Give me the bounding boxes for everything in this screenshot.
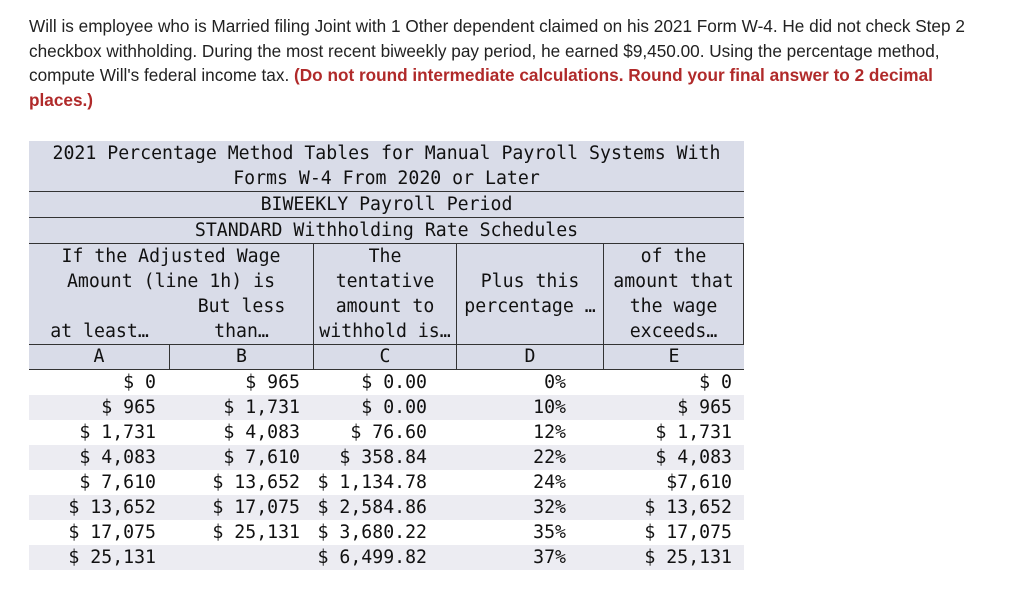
- cell-percentage: 24%: [533, 472, 566, 493]
- table-schedule: STANDARD Withholding Rate Schedules: [29, 217, 744, 243]
- cell-at-least: $ 25,131: [68, 547, 156, 568]
- cell-less-than: [170, 545, 314, 570]
- header-e: of the amount that the wage exceeds…: [604, 244, 744, 344]
- header-b: But less than…: [170, 294, 314, 344]
- table-row: [29, 520, 744, 545]
- cell-percentage: 12%: [533, 422, 566, 443]
- cell-tentative: $ 0.00: [361, 397, 427, 418]
- cell-tentative: $ 6,499.82: [317, 547, 427, 568]
- withholding-table: [29, 141, 744, 570]
- table-body: [29, 370, 744, 570]
- cell-tentative: $ 2,584.86: [317, 497, 427, 518]
- table-period: BIWEEKLY Payroll Period: [29, 191, 744, 217]
- letter-d: D: [457, 345, 604, 369]
- cell-exceeds: $ 965: [677, 397, 732, 418]
- cell-less-than: $ 965: [245, 372, 300, 393]
- cell-less-than: $ 1,731: [223, 397, 300, 418]
- rounding-instruction: (Do not round intermediate calculations. Round your final answer to 2 decimal places.): [29, 65, 933, 111]
- cell-percentage: 0%: [544, 372, 566, 393]
- cell-percentage: 10%: [533, 397, 566, 418]
- cell-less-than: $ 25,131: [212, 522, 300, 543]
- table-title-line1: 2021 Percentage Method Tables for Manual Payroll Systems With: [52, 143, 721, 164]
- header-d: Plus this percentage …: [457, 244, 604, 344]
- cell-less-than: $ 13,652: [212, 472, 300, 493]
- cell-percentage: 37%: [533, 547, 566, 568]
- letter-c: C: [314, 345, 457, 369]
- cell-at-least: $ 17,075: [68, 522, 156, 543]
- cell-tentative: $ 358.84: [339, 447, 427, 468]
- cell-exceeds: $ 17,075: [644, 522, 732, 543]
- header-c: The tentative amount to withhold is…: [314, 244, 457, 344]
- table-row: [29, 395, 744, 420]
- column-letters: [29, 344, 744, 370]
- cell-at-least: $ 0: [123, 372, 156, 393]
- cell-exceeds: $ 4,083: [655, 447, 732, 468]
- cell-less-than: $ 7,610: [223, 447, 300, 468]
- cell-less-than: $ 4,083: [223, 422, 300, 443]
- question-prompt: [29, 14, 999, 113]
- cell-tentative: $ 76.60: [350, 422, 427, 443]
- cell-at-least: $ 4,083: [79, 447, 156, 468]
- table-row: [29, 370, 744, 395]
- cell-percentage: 22%: [533, 447, 566, 468]
- cell-exceeds: $ 25,131: [644, 547, 732, 568]
- cell-percentage: 32%: [533, 497, 566, 518]
- cell-percentage: 35%: [533, 522, 566, 543]
- cell-tentative: $ 3,680.22: [317, 522, 427, 543]
- cell-at-least: $ 13,652: [68, 497, 156, 518]
- cell-at-least: $ 1,731: [79, 422, 156, 443]
- cell-tentative: $ 0.00: [361, 372, 427, 393]
- table-row: [29, 545, 744, 570]
- letter-a: A: [29, 345, 170, 369]
- header-a: at least…: [50, 321, 149, 342]
- table-row: [29, 420, 744, 445]
- cell-tentative: $ 1,134.78: [317, 472, 427, 493]
- letter-e: E: [668, 346, 680, 367]
- cell-exceeds: $ 13,652: [644, 497, 732, 518]
- letter-b: B: [170, 345, 314, 369]
- table-row: [29, 470, 744, 495]
- question-text: Will is employee who is Married filing Joint with 1 Other dependent claimed on his 2021 Form W-4. He did not check Step 2 checkbox withholding. During the most recent biweekly pay period, he earned $9,450.00. Using the percentage method, compute Will's federal income tax.: [29, 16, 965, 86]
- cell-at-least: $ 965: [101, 397, 156, 418]
- table-row: [29, 445, 744, 470]
- table-header: [29, 243, 744, 344]
- cell-exceeds: $ 0: [699, 372, 732, 393]
- header-ab-group: If the Adjusted Wage Amount (line 1h) is: [29, 244, 314, 294]
- table-row: [29, 495, 744, 520]
- table-title: [29, 141, 744, 191]
- cell-exceeds: $7,610: [666, 472, 732, 493]
- cell-exceeds: $ 1,731: [655, 422, 732, 443]
- cell-at-least: $ 7,610: [79, 472, 156, 493]
- cell-less-than: $ 17,075: [212, 497, 300, 518]
- table-title-line2: Forms W-4 From 2020 or Later: [233, 168, 540, 189]
